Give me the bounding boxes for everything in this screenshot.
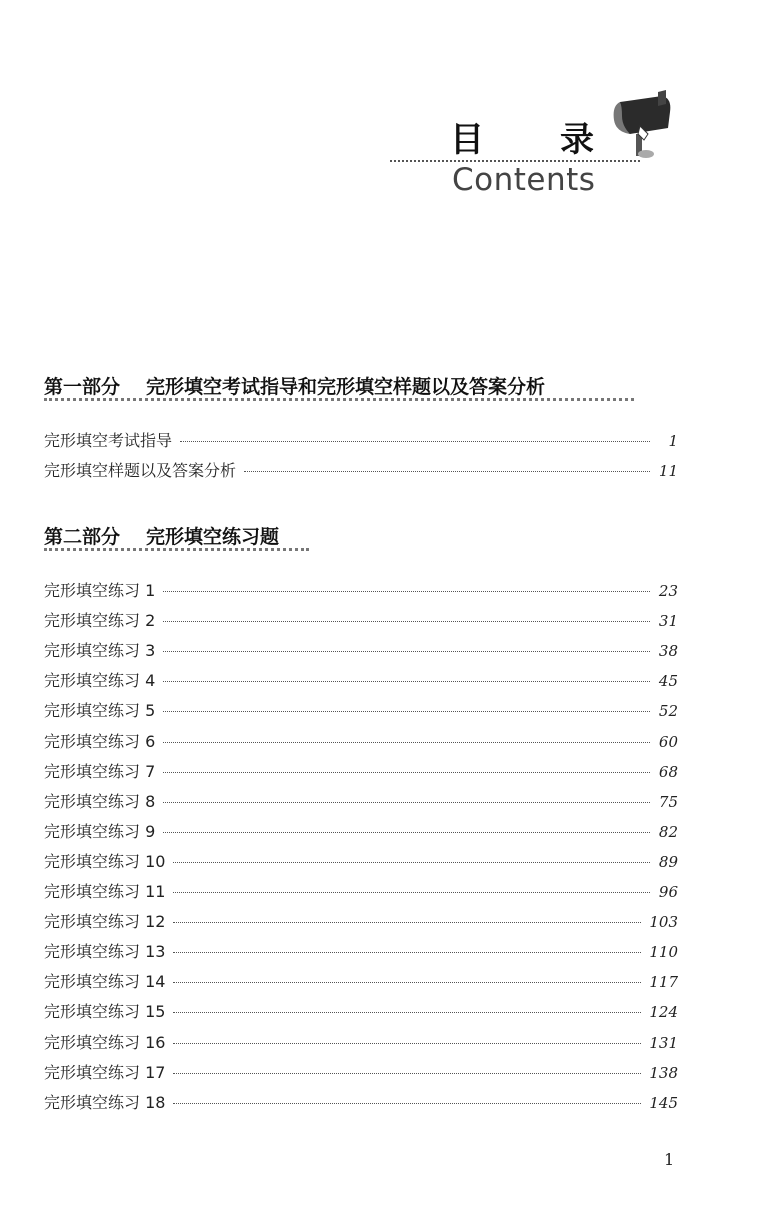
dot-leader	[163, 802, 650, 803]
toc-entry-page: 145	[649, 1093, 678, 1112]
toc-entry[interactable]	[44, 759, 678, 783]
toc-entry-label: 完形填空练习 10	[44, 851, 166, 871]
toc-entry-page: 38	[658, 642, 678, 661]
section-1-text: 完形填空考试指导和完形填空样题以及答案分析	[146, 376, 546, 398]
toc-entry-label: 完形填空考试指导	[44, 431, 173, 450]
toc-entry-page: 96	[658, 883, 678, 901]
toc-entry[interactable]	[44, 608, 678, 632]
toc-entry-label: 完形填空练习 4	[44, 671, 156, 691]
toc-entry-page: 103	[649, 913, 678, 932]
page-number: 1	[664, 1150, 675, 1169]
page-title	[450, 112, 596, 161]
title-char-2: 录	[560, 120, 596, 160]
toc-entry-label: 完形填空练习 6	[44, 731, 156, 751]
dot-leader	[173, 952, 641, 953]
dot-leader	[163, 832, 650, 833]
toc-entry[interactable]	[44, 969, 678, 993]
toc-entry-label: 完形填空练习 5	[44, 701, 156, 721]
toc-entry[interactable]	[44, 1030, 678, 1054]
toc-entry-label: 完形填空练习 13	[44, 942, 166, 962]
page-subtitle: Contents	[452, 162, 596, 198]
toc-entry-page: 52	[658, 702, 678, 721]
toc-entry-page: 1	[668, 432, 678, 450]
toc-entry-label: 完形填空练习 9	[44, 821, 156, 841]
toc-entry[interactable]	[44, 879, 678, 903]
toc-entry-page: 68	[658, 762, 678, 781]
toc-entry[interactable]	[44, 1090, 678, 1114]
toc-entry-page: 31	[658, 612, 678, 631]
toc-entry[interactable]	[44, 819, 678, 843]
dot-leader	[180, 441, 650, 442]
toc-entry-page: 11	[658, 462, 678, 480]
toc-entry[interactable]	[44, 578, 678, 602]
dot-leader	[173, 862, 650, 863]
toc-entry-page: 82	[658, 822, 678, 841]
toc-entry[interactable]	[44, 458, 678, 482]
toc-entry[interactable]	[44, 638, 678, 662]
toc-entry-page: 89	[658, 852, 678, 871]
dot-leader	[163, 621, 650, 622]
toc-entry[interactable]	[44, 849, 678, 873]
toc-entry-label: 完形填空练习 14	[44, 972, 166, 992]
toc-entry-label: 完形填空练习 18	[44, 1092, 166, 1112]
toc-entry-label: 完形填空练习 15	[44, 1002, 166, 1022]
dot-leader	[173, 1043, 641, 1044]
toc-entry[interactable]	[44, 1060, 678, 1084]
toc-entry-page: 124	[649, 1003, 678, 1022]
toc-entry-page: 138	[649, 1063, 678, 1082]
toc-entry-page: 75	[658, 792, 678, 811]
dot-leader	[163, 651, 650, 652]
toc-entry-page: 60	[658, 732, 678, 751]
toc-entry[interactable]	[44, 428, 678, 452]
section-1-title	[44, 372, 545, 399]
dot-leader	[163, 591, 650, 592]
section-2-title	[44, 522, 279, 549]
toc-entry-label: 完形填空练习 16	[44, 1032, 166, 1052]
toc-entry-label: 完形填空练习 11	[44, 882, 166, 901]
toc-entry-page: 23	[658, 582, 678, 600]
section-1-prefix: 第一部分	[44, 376, 121, 398]
toc-entry[interactable]	[44, 999, 678, 1023]
toc-entry[interactable]	[44, 698, 678, 722]
toc-entry-label: 完形填空练习 1	[44, 581, 156, 600]
title-char-1: 目	[450, 120, 486, 160]
section-2-prefix: 第二部分	[44, 526, 121, 548]
toc-entry-page: 117	[649, 973, 678, 992]
toc-entry-page: 110	[649, 943, 678, 962]
toc-entry[interactable]	[44, 939, 678, 963]
dot-leader	[173, 1073, 641, 1074]
toc-entry[interactable]	[44, 729, 678, 753]
dot-leader	[173, 1103, 641, 1104]
toc-entry[interactable]	[44, 668, 678, 692]
toc-entry-label: 完形填空练习 3	[44, 641, 156, 661]
toc-entry-page: 131	[649, 1033, 678, 1052]
mailbox-icon	[600, 82, 680, 162]
toc-entry[interactable]	[44, 909, 678, 933]
toc-entry[interactable]	[44, 789, 678, 813]
dot-leader	[163, 711, 650, 712]
section-2-divider	[44, 548, 309, 551]
toc-entry-label: 完形填空练习 2	[44, 611, 156, 631]
toc-entry-label: 完形填空练习 17	[44, 1062, 166, 1082]
dot-leader	[173, 982, 641, 983]
section-2-text: 完形填空练习题	[146, 526, 280, 548]
dot-leader	[173, 1012, 641, 1013]
toc-entry-label: 完形填空练习 12	[44, 912, 166, 932]
dot-leader	[244, 471, 650, 472]
dot-leader	[163, 772, 650, 773]
section-1-divider	[44, 398, 634, 401]
dot-leader	[163, 681, 650, 682]
toc-entry-label: 完形填空样题以及答案分析	[44, 461, 237, 480]
dot-leader	[173, 922, 641, 923]
dot-leader	[163, 742, 650, 743]
toc-entry-label: 完形填空练习 7	[44, 761, 156, 781]
toc-entry-page: 45	[658, 672, 678, 691]
toc-entry-label: 完形填空练习 8	[44, 791, 156, 811]
dot-leader	[173, 892, 650, 893]
